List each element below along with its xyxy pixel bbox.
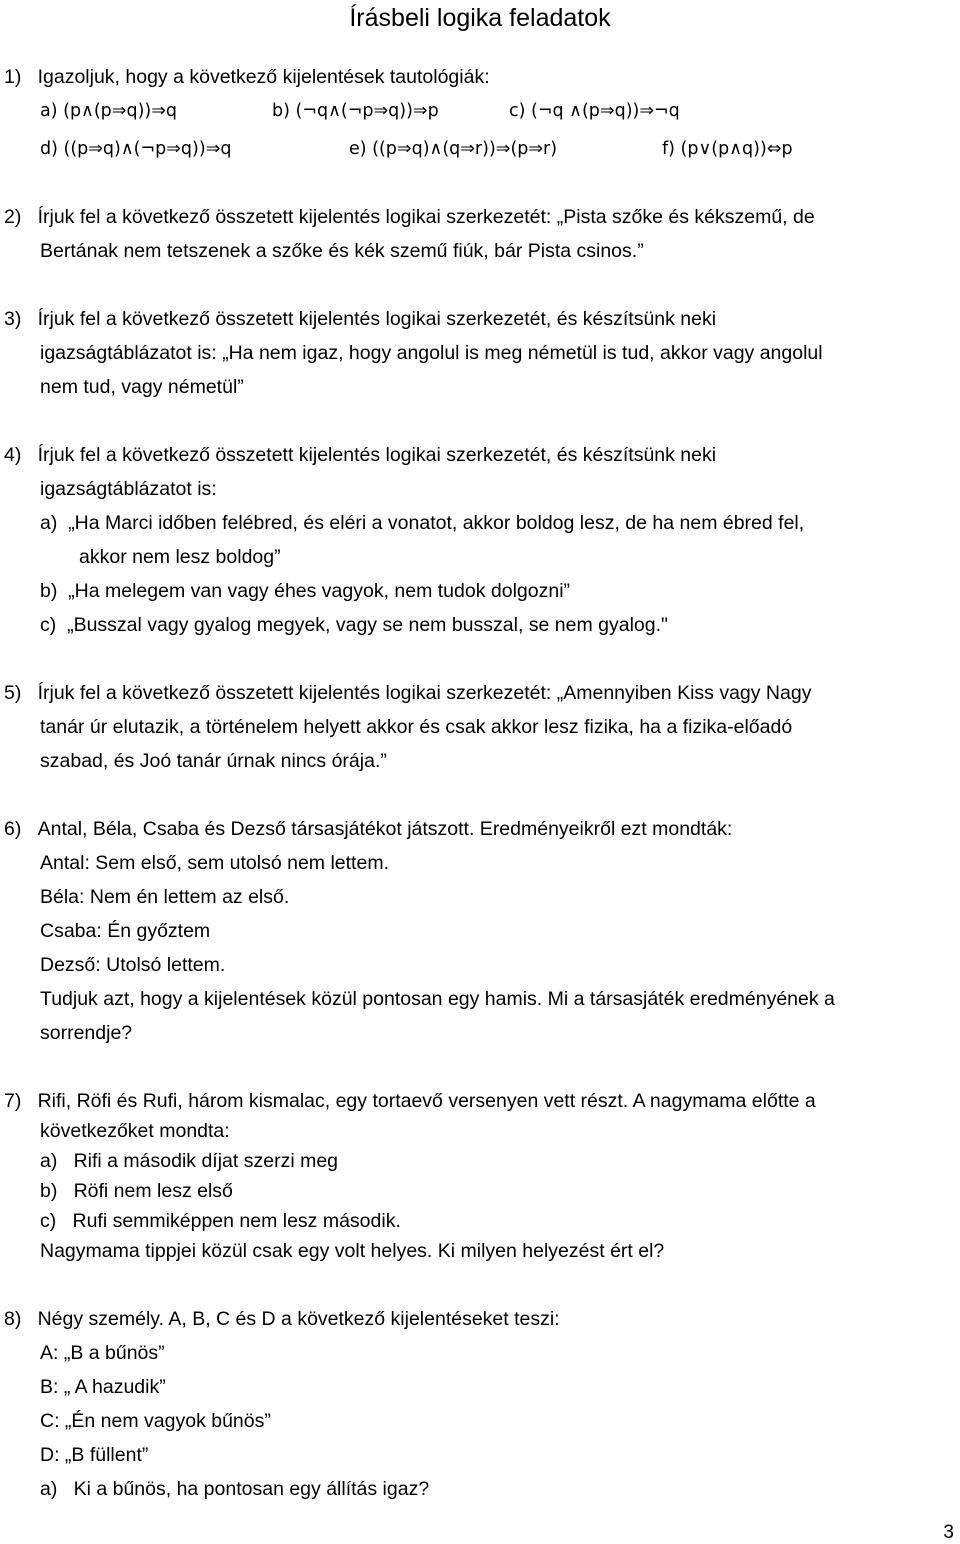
page-title: Írásbeli logika feladatok (349, 4, 611, 32)
task-4a-line-2: akkor nem lesz boldog” (79, 546, 281, 568)
task-8-statement-b: B: „ A hazudik” (40, 1376, 166, 1398)
task-6-question-line-1: Tudjuk azt, hogy a kijelentések közül pontosan egy hamis. Mi a társasjáték eredményének a (40, 988, 835, 1010)
task-6-statement-csaba: Csaba: Én győztem (40, 920, 211, 942)
task-6-statement-dezso: Dezső: Utolsó lettem. (40, 954, 226, 976)
task-7-question: Nagymama tippjei közül csak egy volt helyes. Ki milyen helyezést ért el? (40, 1240, 665, 1262)
formula-1c: c) (¬q ∧(p⇒q))⇒¬q (509, 101, 680, 121)
task-1-intro: 1) Igazoljuk, hogy a következő kijelentések tautológiák: (4, 66, 490, 88)
task-4-line-1: 4) Írjuk fel a következő összetett kijelentés logikai szerkezetét, és készítsünk neki (4, 444, 717, 466)
task-4-line-2: igazságtáblázatot is: (40, 478, 217, 500)
task-5-line-1: 5) Írjuk fel a következő összetett kijelentés logikai szerkezetét: „Amennyiben Kiss vagy Nagy (4, 682, 812, 704)
formula-1d: d) ((p⇒q)∧(¬p⇒q))⇒q (40, 139, 232, 159)
task-5-line-3: szabad, és Joó tanár úrnak nincs órája.” (40, 750, 387, 772)
task-8-statement-c: C: „Én nem vagyok bűnös” (40, 1410, 271, 1432)
task-2-line-1: 2) Írjuk fel a következő összetett kijelentés logikai szerkezetét: „Pista szőke és kékszemű, de (4, 206, 815, 228)
task-6-question-line-2: sorrendje? (40, 1022, 133, 1044)
task-6-statement-antal: Antal: Sem első, sem utolsó nem lettem. (40, 852, 389, 874)
task-7-line-2: következőket mondta: (40, 1120, 230, 1142)
task-8-statement-d: D: „B füllent” (40, 1444, 149, 1466)
task-4a-line-1: a) „Ha Marci időben felébred, és eléri a vonatot, akkor boldog lesz, de ha nem ébred fel, (40, 512, 805, 534)
task-7c: c) Rufi semmiképpen nem lesz második. (40, 1210, 401, 1232)
task-8-line-1: 8) Négy személy. A, B, C és D a következő kijelentéseket teszi: (4, 1308, 560, 1330)
task-3-line-2: igazságtáblázatot is: „Ha nem igaz, hogy angolul is meg németül is tud, akkor vagy angolul (40, 342, 823, 364)
task-8a: a) Ki a bűnös, ha pontosan egy állítás igaz? (40, 1478, 430, 1500)
task-6-line-1: 6) Antal, Béla, Csaba és Dezső társasjátékot játszott. Eredményeikről ezt mondták: (4, 818, 733, 840)
task-5-line-2: tanár úr elutazik, a történelem helyett akkor és csak akkor lesz fizika, ha a fizika-előadó (40, 716, 793, 738)
task-3-line-3: nem tud, vagy németül” (40, 376, 244, 398)
task-7a: a) Rifi a második díjat szerzi meg (40, 1150, 339, 1172)
task-7-line-1: 7) Rifi, Röfi és Rufi, három kismalac, egy tortaevő versenyen vett részt. A nagymama előtte a (4, 1090, 816, 1112)
formula-1a: a) (p∧(p⇒q))⇒q (40, 101, 177, 121)
task-3-line-1: 3) Írjuk fel a következő összetett kijelentés logikai szerkezetét, és készítsünk neki (4, 308, 717, 330)
page-number: 3 (943, 1522, 954, 1543)
formula-1b: b) (¬q∧(¬p⇒q))⇒p (272, 101, 439, 121)
formula-1f: f) (p∨(p∧q))⇔p (662, 139, 793, 159)
task-8-statement-a: A: „B a bűnös” (40, 1342, 165, 1364)
formula-1e: e) ((p⇒q)∧(q⇒r))⇒(p⇒r) (349, 139, 558, 159)
task-4b: b) „Ha melegem van vagy éhes vagyok, nem tudok dolgozni” (40, 580, 571, 602)
task-4c: c) „Busszal vagy gyalog megyek, vagy se nem busszal, se nem gyalog." (40, 614, 668, 636)
task-7b: b) Röfi nem lesz első (40, 1180, 233, 1202)
task-2-line-2: Bertának nem tetszenek a szőke és kék szemű fiúk, bár Pista csinos.” (40, 240, 644, 262)
task-6-statement-bela: Béla: Nem én lettem az első. (40, 886, 290, 908)
